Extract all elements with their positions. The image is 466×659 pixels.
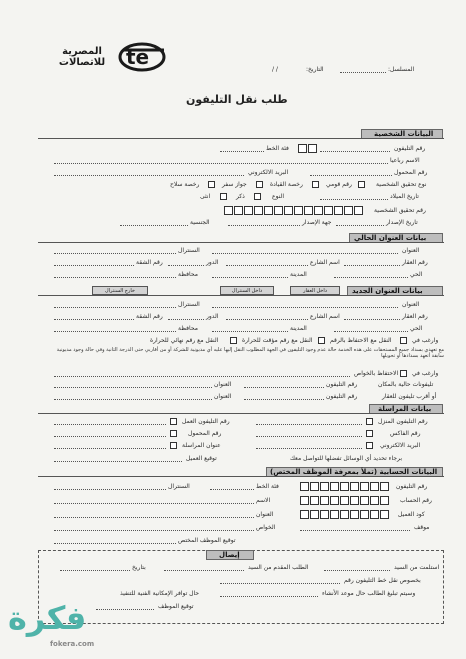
id-number-cell[interactable] (304, 206, 313, 215)
field-notify[interactable] (220, 596, 318, 597)
acc-phone-cell[interactable] (360, 482, 369, 491)
label-wish-2: وارغب في (412, 370, 439, 377)
label-current-address: العنوان (402, 247, 420, 254)
id-number-cell[interactable] (254, 206, 263, 215)
acc-phone-cell[interactable] (340, 482, 349, 491)
field-receipt-emp-sign[interactable] (96, 609, 154, 610)
id-number-cell[interactable] (324, 206, 333, 215)
checkbox-national-id[interactable] (358, 181, 365, 188)
label-new-floor: الدور (206, 313, 219, 320)
label-current-street: اسم الشارع (310, 259, 340, 266)
field-name[interactable] (54, 163, 388, 164)
label-new-street: اسم الشارع (310, 313, 340, 320)
label-tech-possible: حال توافر الإمكانية الفنية للتنفيذ (120, 590, 200, 597)
serial-field[interactable] (340, 72, 386, 73)
label-request-presented: الطلب المقدم من السيد (248, 564, 309, 571)
field-contact-email[interactable] (256, 448, 362, 449)
label-nearest-address: العنوان (214, 393, 232, 400)
section-title-accounting: البيانات الحسابية (تملأ بمعرفة الموظف المختص) (270, 468, 438, 476)
acc-code-cell[interactable] (370, 510, 379, 519)
checkbox-keep-features[interactable] (400, 370, 407, 377)
label-gender: النوع (272, 193, 284, 200)
section-title-current-address: بيانات العنوان الحالي (354, 234, 427, 242)
section-title-contact: بيانات المراسلة (378, 405, 432, 413)
label-work-phone: رقم التليفون العمل (182, 418, 230, 425)
label-acc-phone: رقم التليفون (396, 483, 428, 490)
tab-inside-building[interactable]: داخل العقار (290, 286, 340, 295)
id-number-cell[interactable] (264, 206, 273, 215)
checkbox-contact-email[interactable] (366, 442, 373, 449)
field-new-building[interactable] (344, 319, 400, 320)
field-customer-sign[interactable] (54, 461, 182, 462)
label-acc-features: الخواص (256, 524, 276, 531)
checkbox-keep-number[interactable] (400, 337, 407, 344)
field-current-building[interactable] (344, 265, 400, 266)
label-notify: وسيتم تبليغ الطالب حال موعد الأنشاء (322, 590, 416, 597)
field-acc-line-type[interactable] (210, 489, 254, 490)
field-new-street[interactable] (226, 319, 308, 320)
acc-phone-cells[interactable] (300, 482, 390, 491)
field-new-governorate[interactable] (54, 331, 176, 332)
acc-phone-cell[interactable] (300, 482, 309, 491)
acc-phone-cell[interactable] (350, 482, 359, 491)
label-email: البريد الالكتروني (248, 169, 289, 176)
acc-code-cell[interactable] (320, 510, 329, 519)
field-current-apartment[interactable] (54, 265, 134, 266)
field-current-address[interactable] (212, 253, 398, 254)
field-contact-mobile[interactable] (54, 436, 166, 437)
acc-code-cell[interactable] (360, 510, 369, 519)
checkbox-mail-address[interactable] (170, 442, 177, 449)
section-title-receipt: إيصال (219, 551, 240, 559)
field-employee-sign[interactable] (54, 543, 176, 544)
field-other-address[interactable] (54, 387, 212, 388)
checkbox-fax[interactable] (366, 430, 373, 437)
acc-code-cell[interactable] (380, 510, 389, 519)
label-new-governorate: محافظة (178, 325, 198, 332)
checkbox-temp-number[interactable] (318, 337, 325, 344)
acc-account-cells[interactable] (300, 496, 390, 505)
acc-account-cell[interactable] (330, 496, 339, 505)
field-mail-address[interactable] (54, 448, 166, 449)
id-number-cells[interactable] (224, 206, 372, 215)
acc-phone-cell[interactable] (330, 482, 339, 491)
field-home-phone[interactable] (256, 424, 362, 425)
field-new-apartment[interactable] (54, 319, 134, 320)
id-number-cell[interactable] (294, 206, 303, 215)
label-acc-line-type: فئة الخط (256, 483, 279, 490)
field-nearest-phone-no[interactable] (244, 399, 324, 400)
field-email[interactable] (54, 175, 244, 176)
label-transfer-line: بخصوص نقل خط التليفون رقم (344, 577, 421, 584)
tab-inside-central[interactable]: داخل السنترال (220, 286, 274, 295)
acc-code-cell[interactable] (350, 510, 359, 519)
checkbox-passport[interactable] (256, 181, 263, 188)
acc-phone-cell[interactable] (320, 482, 329, 491)
label-current-district: الحي (410, 271, 423, 278)
checkbox-female[interactable] (220, 193, 227, 200)
label-issuer: جهة الإصدار (302, 219, 332, 226)
field-work-phone[interactable] (54, 424, 166, 425)
field-current-district[interactable] (334, 277, 408, 278)
opt-driving-license: رخصة القيادة (270, 181, 303, 188)
accounting-rule (38, 476, 444, 477)
checkbox-home-phone[interactable] (366, 418, 373, 425)
receipt-frame (38, 550, 444, 624)
field-transfer-line[interactable] (220, 583, 340, 584)
field-issuer[interactable] (228, 225, 300, 226)
field-current-city[interactable] (212, 277, 288, 278)
opt-female: انثى (200, 193, 211, 200)
acc-code-cell[interactable] (300, 510, 309, 519)
opt-passport: جواز سفر (222, 181, 247, 188)
field-new-city[interactable] (212, 331, 288, 332)
id-number-cell[interactable] (354, 206, 363, 215)
acc-code-cells[interactable] (300, 510, 390, 519)
label-acc-central: السنترال (168, 483, 190, 490)
label-new-central: السنترال (178, 301, 200, 308)
acc-phone-cell[interactable] (370, 482, 379, 491)
acc-account-cell[interactable] (380, 496, 389, 505)
id-number-cell[interactable] (344, 206, 353, 215)
label-current-building: رقم العقار (402, 259, 428, 266)
acc-phone-cell[interactable] (310, 482, 319, 491)
id-number-cell[interactable] (314, 206, 323, 215)
label-issue-date: تاريخ الإصدار (386, 219, 418, 226)
label-nearest-phone: أو أقرب تليفون للعقار (382, 393, 437, 400)
opt-male: ذكر (236, 193, 245, 200)
field-issue-date[interactable] (336, 225, 384, 226)
label-contact-mobile: رقم المحمول (188, 430, 222, 437)
field-new-floor[interactable] (168, 319, 204, 320)
label-mail-address: عنوان المراسلة (182, 442, 221, 449)
label-employee-sign: توقيع الموظف المختص (178, 537, 236, 544)
date-value: / / (272, 66, 278, 73)
field-receipt-date[interactable] (60, 570, 130, 571)
label-name: الاسم رباعيا (390, 157, 420, 164)
field-nationality[interactable] (120, 225, 188, 226)
logo-arabic-text: المصرية للاتصالات (58, 46, 106, 68)
acc-account-cell[interactable] (340, 496, 349, 505)
label-new-building: رقم العقار (402, 313, 428, 320)
debt-undertaking-note: مع تعهدي بسداد جميع المستحقات على هذه الخدمة حالة عدم وجود التليفون في الجهة المطلوب النقل إليها عليه أي مديونية للشركة أو من أقاربي حتى الدرجة الثانية وفي حالة وجود مديونية سابقة أتعهد بسدادها أو تحويلها (56, 347, 444, 359)
field-new-district[interactable] (334, 331, 408, 332)
watermark-url: fokera.com (50, 640, 95, 648)
label-other-phones: تليفونات حالية بالمكان (378, 381, 434, 388)
field-received-from[interactable] (324, 570, 390, 571)
acc-code-cell[interactable] (340, 510, 349, 519)
field-acc-address[interactable] (54, 517, 254, 518)
checkbox-male[interactable] (254, 193, 261, 200)
acc-code-cell[interactable] (330, 510, 339, 519)
tab-outside-central[interactable]: خارج السنترال (92, 286, 148, 295)
opt-temp-number: النقل مع رقم مؤقت للحرارة (242, 337, 313, 344)
field-phone[interactable] (320, 151, 390, 152)
acc-account-cell[interactable] (310, 496, 319, 505)
field-other-phone-no[interactable] (244, 387, 324, 388)
field-current-floor[interactable] (168, 265, 204, 266)
field-current-governorate[interactable] (54, 277, 176, 278)
field-current-central[interactable] (54, 253, 176, 254)
label-id-type: نوع تحقيق الشخصية (376, 181, 427, 188)
label-current-city: المدينة (290, 271, 307, 278)
opt-weapon-license: رخصة سلاح (170, 181, 200, 188)
field-acc-central[interactable] (54, 489, 166, 490)
label-home-phone: رقم التليفون المنزل (378, 418, 428, 425)
opt-keep-features: الاحتفاظ بالخواص (354, 370, 399, 377)
field-fax[interactable] (256, 436, 362, 437)
label-new-apartment: رقم الشقة (136, 313, 163, 320)
label-current-floor: الدور (206, 259, 219, 266)
label-received-from: استلمت من السيد (394, 564, 440, 571)
field-new-central[interactable] (54, 307, 176, 308)
label-customer-sign: توقيع العميل (186, 455, 217, 462)
logo-te-text: te (126, 45, 150, 69)
contact-rule (38, 413, 444, 414)
acc-account-cell[interactable] (360, 496, 369, 505)
label-current-apartment: رقم الشقة (136, 259, 163, 266)
id-number-cell[interactable] (284, 206, 293, 215)
field-current-street[interactable] (226, 265, 308, 266)
label-acc-name: الاسم (256, 497, 271, 504)
field-nearest-address[interactable] (54, 399, 212, 400)
label-receipt-date: بتاريخ (132, 564, 146, 571)
label-nearest-phone-no: رقم التليفون (326, 393, 358, 400)
id-number-cell[interactable] (334, 206, 343, 215)
checkbox-contact-mobile[interactable] (170, 430, 177, 437)
id-number-cell[interactable] (244, 206, 253, 215)
form-title: طلب نقل التليفون (186, 93, 288, 106)
label-current-central: السنترال (178, 247, 200, 254)
field-request-presented[interactable] (164, 570, 244, 571)
acc-account-cell[interactable] (350, 496, 359, 505)
label-acc-officer: موقف (414, 524, 430, 531)
label-acc-account: رقم الحساب (400, 497, 432, 504)
phone-box-1[interactable] (308, 144, 317, 153)
acc-phone-cell[interactable] (380, 482, 389, 491)
label-id-number: رقم تحقيق الشخصية (374, 207, 426, 214)
label-phone: رقم التليفون (394, 145, 426, 152)
label-preferred: برجاء تحديد أي الوسائل تفضلها للتواصل معك (290, 455, 403, 462)
acc-account-cell[interactable] (300, 496, 309, 505)
serial-label: المسلسل: (388, 66, 415, 73)
acc-code-cell[interactable] (310, 510, 319, 519)
id-number-cell[interactable] (274, 206, 283, 215)
label-other-phone-no: رقم التليفون (326, 381, 358, 388)
watermark-arabic: فكرة (8, 599, 87, 637)
phone-box-2[interactable] (298, 144, 307, 153)
opt-national-id: رقم قومي (326, 181, 352, 188)
label-other-address: العنوان (214, 381, 232, 388)
checkbox-final-number[interactable] (230, 337, 237, 344)
label-current-governorate: محافظة (178, 271, 198, 278)
label-wish: وارغب في (412, 337, 439, 344)
label-new-district: الحي (410, 325, 423, 332)
label-contact-email: البريد الالكتروني (380, 442, 421, 449)
label-birth-date: تاريخ الميلاد (390, 193, 419, 200)
opt-final-number: النقل مع رقم نهائي للحرارة (150, 337, 219, 344)
section-title-personal: البيانات الشخصية (374, 130, 434, 138)
label-nationality: الجنسية (190, 219, 210, 226)
checkbox-weapon-license[interactable] (208, 181, 215, 188)
field-acc-name[interactable] (54, 503, 254, 504)
field-new-address[interactable] (212, 307, 398, 308)
date-label: التاريخ: (306, 66, 324, 73)
id-number-cell[interactable] (224, 206, 233, 215)
current-address-rule (38, 242, 444, 243)
field-line-type[interactable] (220, 151, 264, 152)
label-new-address: العنوان (402, 301, 420, 308)
field-birth-date[interactable] (320, 199, 388, 200)
label-acc-address: العنوان (256, 511, 274, 518)
personal-section-frame (38, 138, 444, 139)
acc-account-cell[interactable] (320, 496, 329, 505)
id-number-cell[interactable] (234, 206, 243, 215)
label-fax: رقم الفاكس (390, 430, 421, 437)
opt-keep-number: النقل مع الاحتفاظ بالرقم (330, 337, 392, 344)
label-line-type: فئة الخط (266, 145, 289, 152)
checkbox-work-phone[interactable] (170, 418, 177, 425)
label-new-city: المدينة (290, 325, 307, 332)
checkbox-driving-license[interactable] (312, 181, 319, 188)
field-acc-features[interactable] (54, 530, 254, 531)
field-mobile[interactable] (310, 175, 392, 176)
label-acc-customer-code: كود العميل (398, 511, 425, 518)
label-mobile: رقم المحمول (394, 169, 428, 176)
label-receipt-emp-sign: توقيع الموظف (158, 603, 194, 610)
acc-account-cell[interactable] (370, 496, 379, 505)
section-title-new-address: بيانات العنوان الجديد (352, 287, 423, 295)
field-acc-officer[interactable] (300, 530, 410, 531)
field-features[interactable] (54, 376, 350, 377)
new-address-rule (38, 295, 444, 296)
